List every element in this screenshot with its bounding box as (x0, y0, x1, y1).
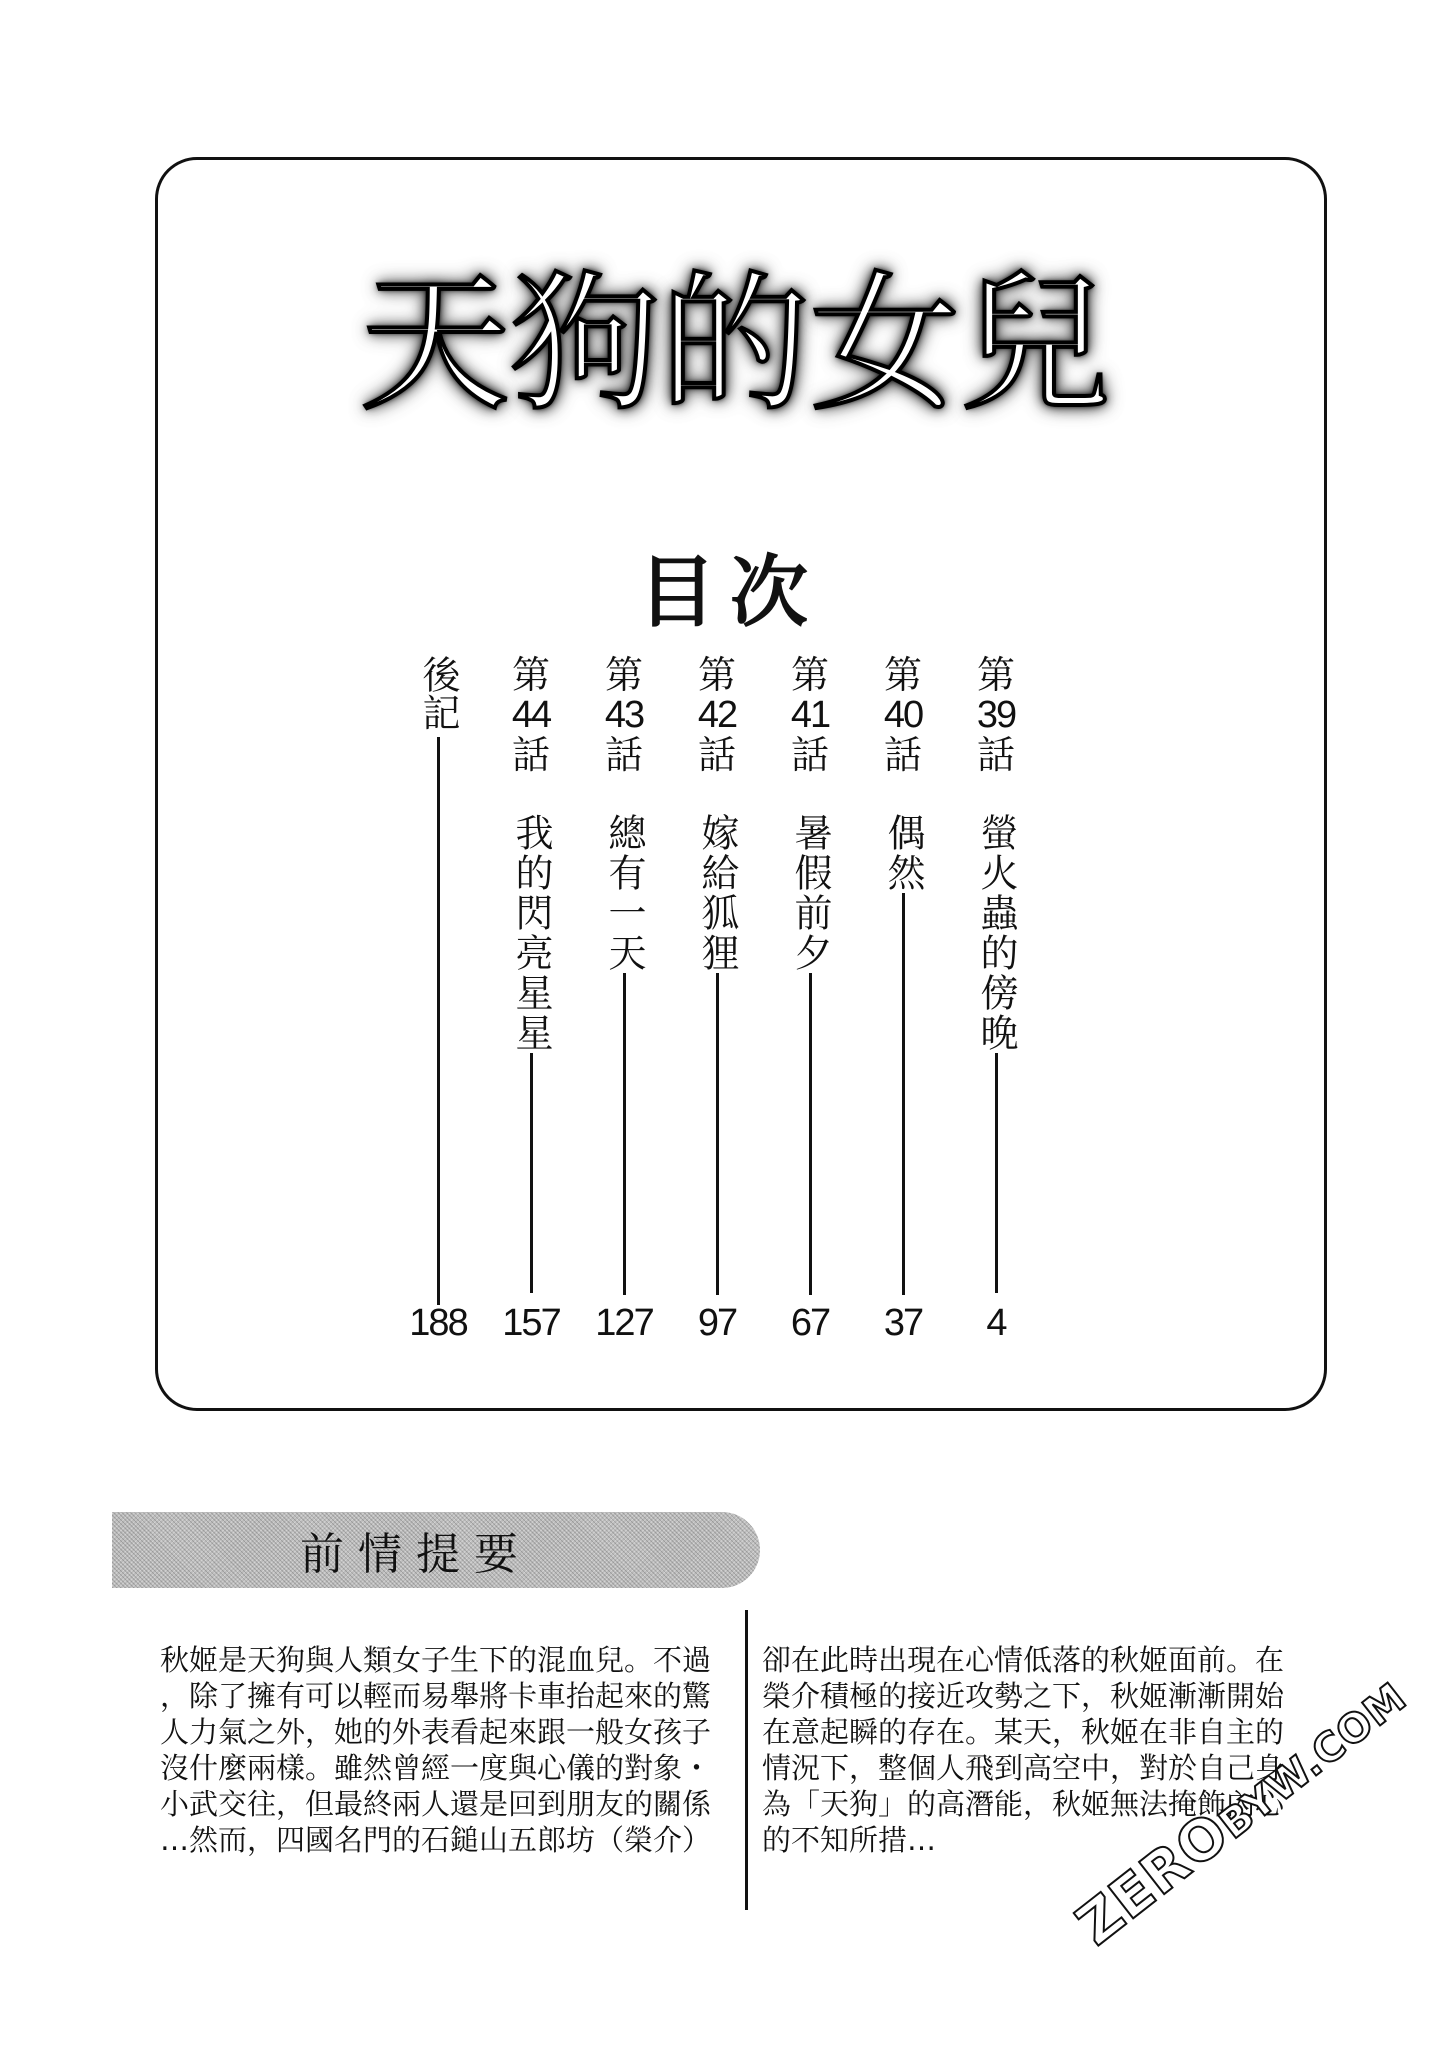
column-divider (745, 1610, 748, 1910)
series-title-char: 女 (810, 258, 961, 432)
chapter-suffix: 話 (697, 733, 736, 777)
summary-line: 秋姬是天狗與人類女子生下的混血兒。不過 (160, 1643, 712, 1677)
chapter-suffix: 話 (604, 733, 643, 777)
chapter-page-number: 157 (502, 1302, 560, 1344)
afterword-title: 後記 (416, 655, 460, 731)
chapter-number: 43 (604, 694, 644, 736)
summary-left-column (160, 1642, 738, 1858)
toc-heading: 目次 (638, 547, 823, 638)
summary-line: 小武交往，但最終兩人還是回到朋友的關係 (160, 1787, 712, 1821)
chapter-prefix: 第 (976, 653, 1015, 697)
watermark-main: ZERO (1064, 1800, 1242, 1959)
series-title-char: 兒 (960, 258, 1111, 432)
chapter-number: 39 (976, 694, 1016, 736)
chapter-prefix: 第 (604, 653, 643, 697)
series-title-char: 狗 (510, 258, 661, 432)
toc-entry-afterword[interactable] (408, 655, 468, 1305)
chapter-prefix: 第 (511, 653, 550, 697)
summary-line: 卻在此時出現在心情低落的秋姬面前。在 (762, 1643, 1285, 1677)
chapter-title: 偶然 (881, 813, 925, 893)
leader-line (995, 1053, 998, 1293)
watermark-domain: BYW.COM (1211, 1674, 1416, 1849)
chapter-prefix: 第 (697, 653, 736, 697)
chapter-prefix: 第 (883, 653, 922, 697)
summary-line: 的不知所措… (762, 1823, 937, 1857)
afterword-page-number: 188 (409, 1302, 467, 1344)
summary-line: 人力氣之外，她的外表看起來跟一般女孩子 (160, 1715, 712, 1749)
chapter-title: 嫁給狐狸 (695, 813, 739, 973)
chapter-suffix: 話 (511, 733, 550, 777)
chapter-number: 44 (511, 694, 551, 736)
summary-line: 在意起瞬的存在。某天，秋姬在非自主的 (762, 1715, 1285, 1749)
summary-banner (112, 1512, 760, 1588)
chapter-page-number: 37 (883, 1302, 923, 1344)
leader-line (902, 893, 905, 1295)
summary-line: 情況下，整個人飛到高空中，對於自己身 (762, 1751, 1285, 1785)
toc-entry-chapter-41[interactable] (780, 655, 840, 1295)
chapter-page-number: 127 (595, 1302, 653, 1344)
leader-line (809, 973, 812, 1295)
summary-line: …然而，四國名門的石鎚山五郎坊（榮介） (160, 1823, 712, 1857)
chapter-suffix: 話 (790, 733, 829, 777)
chapter-suffix: 話 (883, 733, 922, 777)
chapter-number: 42 (697, 694, 737, 736)
summary-line: 榮介積極的接近攻勢之下，秋姬漸漸開始 (762, 1679, 1285, 1713)
leader-line (623, 973, 626, 1295)
toc-entry-chapter-43[interactable] (594, 655, 654, 1295)
series-title-char: 天 (360, 258, 511, 432)
chapter-title: 總有一天 (602, 813, 646, 973)
leader-line (437, 737, 440, 1305)
summary-line: 沒什麼兩樣。雖然曾經一度與心儀的對象・ (160, 1751, 712, 1785)
chapter-page-number: 67 (790, 1302, 830, 1344)
leader-line (716, 973, 719, 1295)
toc-entry-chapter-42[interactable] (687, 655, 747, 1295)
series-title-char: 的 (660, 258, 811, 432)
leader-line (530, 1053, 533, 1293)
chapter-page-number: 4 (986, 1302, 1006, 1344)
summary-line: 為「天狗」的高潛能，秋姬無法掩飾內心 (762, 1787, 1285, 1821)
chapter-number: 41 (790, 694, 830, 736)
chapter-prefix: 第 (790, 653, 829, 697)
chapter-title: 我的閃亮星星 (509, 813, 553, 1053)
chapter-title: 暑假前夕 (788, 813, 832, 973)
summary-line: ，除了擁有可以輕而易舉將卡車抬起來的驚 (160, 1679, 712, 1713)
chapter-title: 螢火蟲的傍晚 (974, 813, 1018, 1053)
chapter-page-number: 97 (697, 1302, 737, 1344)
chapter-suffix: 話 (976, 733, 1015, 777)
series-title (360, 250, 1111, 440)
chapter-number: 40 (883, 694, 923, 736)
toc-entry-chapter-39[interactable] (966, 655, 1026, 1293)
summary-heading: 前情提要 (300, 1529, 532, 1580)
toc-entry-chapter-40[interactable] (873, 655, 933, 1295)
toc-entry-chapter-44[interactable] (501, 655, 561, 1293)
